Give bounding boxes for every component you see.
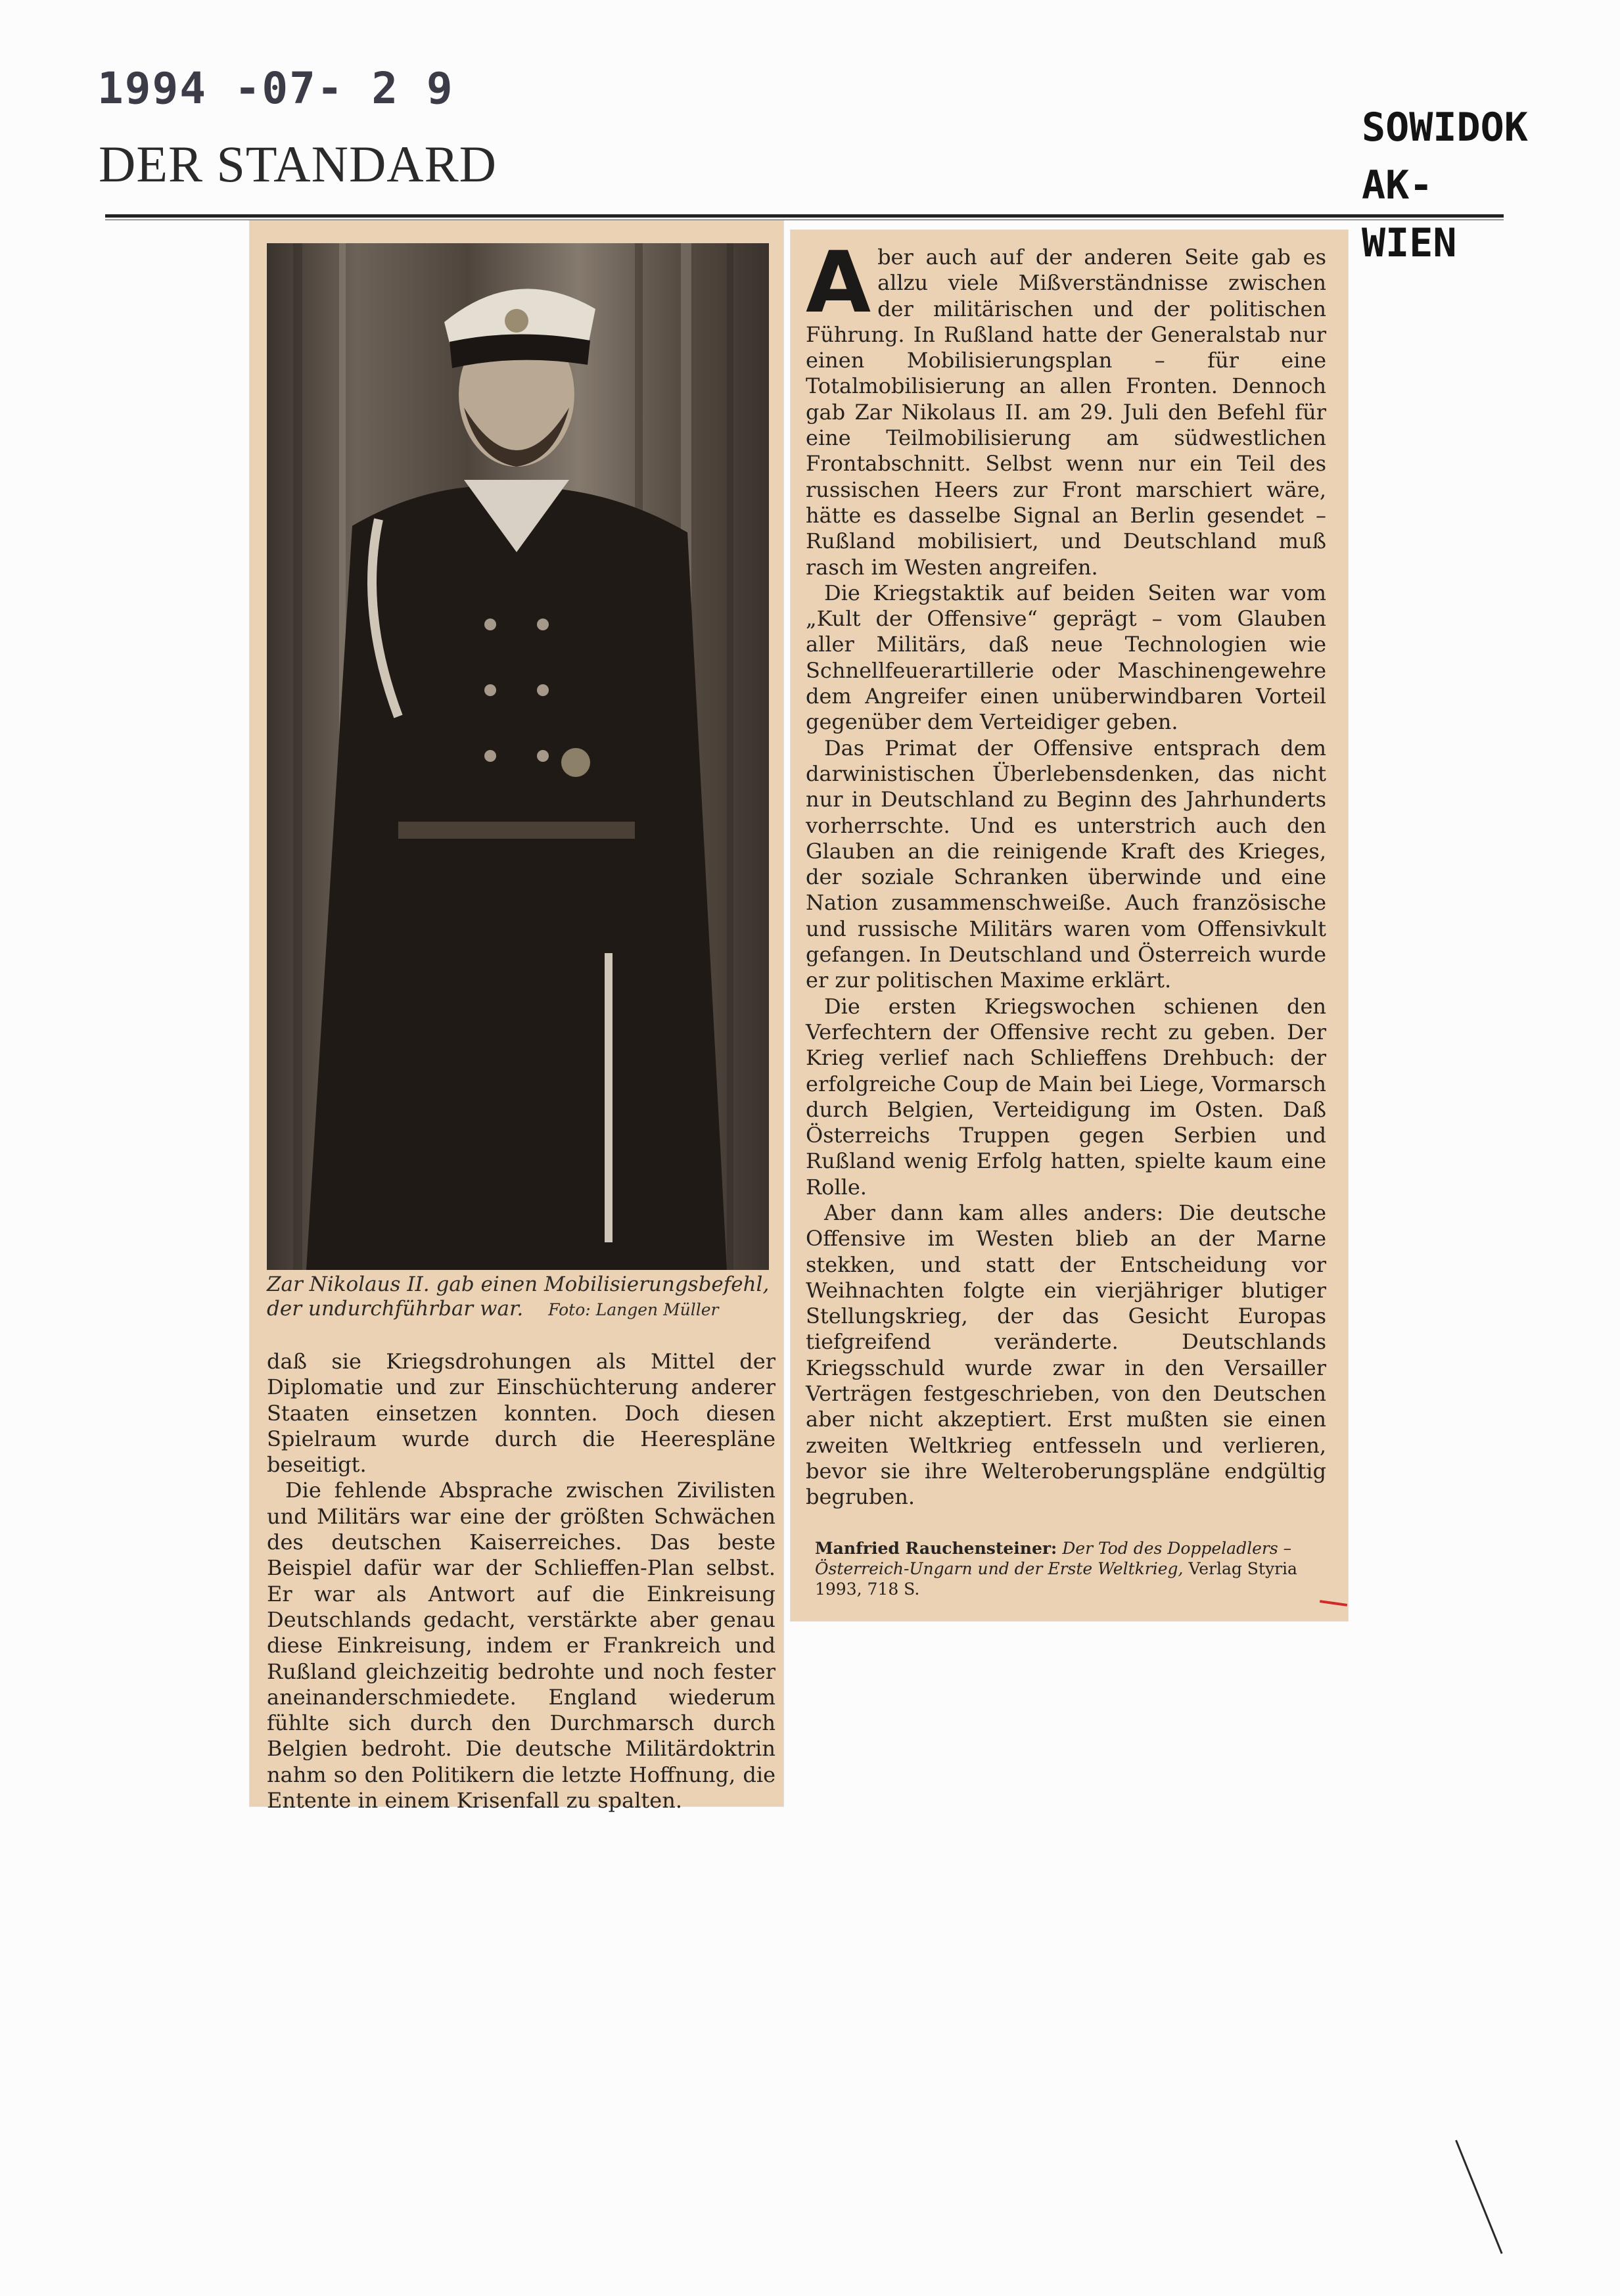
portrait-photo: [267, 243, 769, 1270]
belt: [398, 822, 635, 839]
article-column-left: [267, 1349, 775, 1814]
drop-cap: A: [806, 234, 871, 332]
article-paragraph: Die Kriegstaktik auf beiden Seiten war vom „Kult der Offensive“ geprägt – vom Glauben aller Militärs, daß neue Technologien wie Schnellfeuerartillerie oder Maschinengewehre dem Angreifer einen unüberwindbaren Vorteil gegenüber dem Verteidiger geben.: [806, 580, 1326, 735]
source-title: Der Tod des Doppeladlers – Österreich-Ungarn und der Erste Weltkrieg,: [815, 1539, 1292, 1578]
book-source-note: [815, 1538, 1328, 1599]
article-paragraph: Das Primat der Offensive entsprach dem darwinistischen Überlebensdenken, das nicht nur in Deutschland zu Beginn des Jahrhunderts vorherrschte. Und es unterstrich auch den Glauben an die reinigende Kraft des Krieges, der soziale Schranken überwinde und eine Nation zusammenschweiße. Auch französische und russische Militärs waren vom Offensivkult gefangen. In Deutschland und Österreich wurde er zur politischen Maxime erklärt.: [806, 735, 1326, 993]
article-paragraph: Die fehlende Absprache zwischen Zivilisten und Militärs war eine der größten Schwächen des deutschen Kaiserreiches. Das beste Beispiel dafür war der Schlieffen-Plan selbst. Er war als Antwort auf die Einkreisung Deutschlands gedacht, verstärkte aber genau diese Einkreisung, indem er Frankreich und Rußland gleichzeitig bedrohte und noch fester aneinanderschmiedete. England wiederum fühlte sich durch den Durchmarsch durch Belgien bedroht. Die deutsche Militärdoktrin nahm so den Politikern die letzte Hoffnung, die Entente in einem Krisenfall zu spalten.: [267, 1478, 775, 1814]
article-paragraph: daß sie Kriegsdrohungen als Mittel der Diplomatie und zur Einschüchterung anderer Staaten einsetzen konnten. Doch diesen Spielraum wurde durch die Heerespläne beseitigt.: [267, 1349, 775, 1478]
newspaper-masthead: DER STANDARD: [99, 135, 497, 193]
archive-stamp: [1362, 99, 1528, 272]
cap-badge: [505, 309, 528, 333]
source-publisher: Verlag Styria 1993, 718 S.: [815, 1559, 1297, 1599]
photo-caption: [267, 1273, 777, 1322]
photo-caption-text: Zar Nikolaus II. gab einen Mobilisierungsbefehl, der undurchführbar war.: [267, 1273, 770, 1321]
archive-stamp-line-1: SOWIDOK: [1362, 105, 1528, 151]
portrait-figure: [267, 243, 769, 1270]
article-column-right: [806, 234, 1326, 1511]
photo-credit: Foto: Langen Müller: [548, 1300, 719, 1319]
archive-date-stamp: 1994 -07- 2 9: [97, 63, 454, 114]
article-paragraph: Die ersten Kriegswochen schienen den Verfechtern der Offensive recht zu geben. Der Krieg verlief nach Schlieffens Drehbuch: der erfolgreiche Coup de Main bei Liege, Vormarsch durch Belgien, Verteidigung im Osten. Daß Österreichs Truppen gegen Serbien und Rußland wenig Erfolg hatten, spielte kaum eine Rolle.: [806, 993, 1326, 1200]
medal: [561, 748, 590, 777]
masthead-rule: [105, 214, 1504, 218]
archive-stamp-line-2: AK-WIEN: [1362, 162, 1457, 266]
pen-stroke: [1455, 2140, 1502, 2254]
article-paragraph-text: ber auch auf der anderen Seite gab es allzu viele Mißverständnisse zwischen der militärischen und der politischen Führung. In Rußland hatte der Generalstab nur einen Mobilisierungsplan – für eine Totalmobilisierung an allen Fronten. Dennoch gab Zar Nikolaus II. am 29. Juli den Befehl für eine Teilmobilisierung am südwestlichen Frontabschnitt. Selbst wenn nur ein Teil des russischen Heers zur Front marschiert wäre, hätte es dasselbe Signal an Berlin gesendet – Rußland mobilisiert, und Deutschland muß rasch im Westen angreifen.: [806, 245, 1326, 580]
article-paragraph: [806, 234, 1326, 580]
article-paragraph: Aber dann kam alles anders: Die deutsche Offensive im Westen blieb an der Marne stekken, und statt der Entscheidung vor Weihnachten folgte ein vierjähriger blutiger Stellungskrieg, der das Gesicht Europas tiefgreifend veränderte. Deutschlands Kriegsschuld wurde zwar in den Versailler Verträgen festgeschrieben, von den Deutschen aber nicht akzeptiert. Erst mußten sie einen zweiten Weltkrieg entfesseln und verlieren, bevor sie ihre Welteroberungspläne endgültig begruben.: [806, 1200, 1326, 1510]
source-author: Manfried Rauchensteiner:: [815, 1539, 1057, 1558]
